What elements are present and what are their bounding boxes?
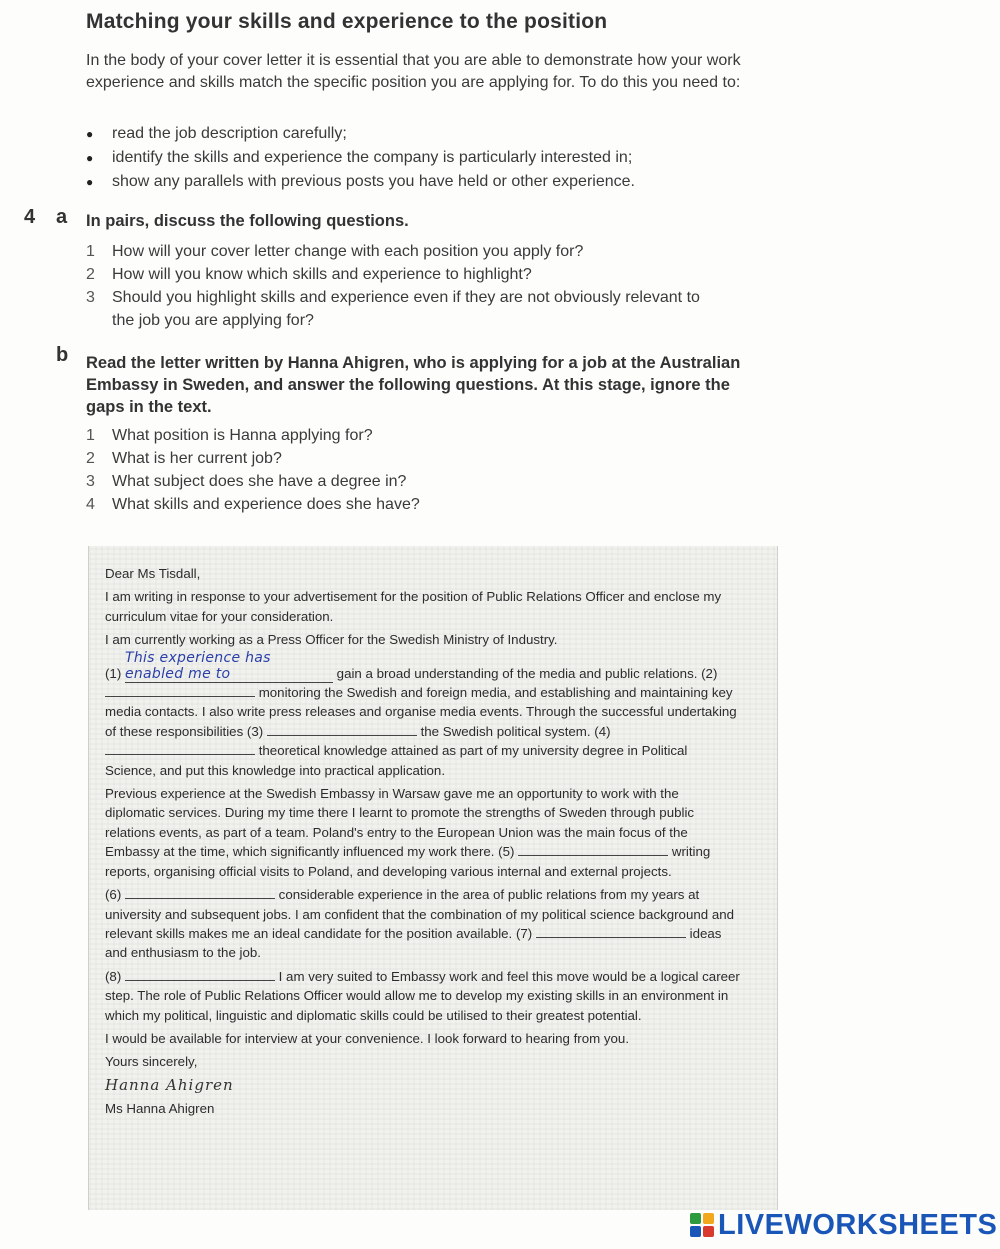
part-a-instruction: In pairs, discuss the following questions. <box>86 212 409 230</box>
letter-text: writing reports, organising official visits to Poland, and developing various internal and external projects. <box>105 844 711 879</box>
question-item <box>86 424 686 447</box>
gap-label: (6) <box>105 887 122 903</box>
tip-item: ● read the job description carefully; <box>86 122 766 146</box>
question-number: 2 <box>86 450 95 467</box>
letter-sender-name: Ms Hanna Ahigren <box>105 1101 215 1117</box>
gap-label: (3) <box>246 723 264 739</box>
letter-paragraph <box>105 885 741 963</box>
tips-list <box>86 122 766 194</box>
question-number: 4 <box>86 496 95 513</box>
question-number: 1 <box>86 243 95 260</box>
gap-7-input[interactable] <box>536 925 686 938</box>
question-item <box>86 447 686 470</box>
letter-text: gain a broad understanding of the media and public relations. <box>336 665 698 681</box>
logo-text: LIVEWORKSHEETS <box>718 1208 998 1241</box>
letter-text: considerable experience in the area of public relations from my years at university and subsequent jobs. I am confident that the combination of my political science background and relevant skills makes me an ideal candidate for the position available. <box>105 887 735 941</box>
gap-label: (4) <box>594 723 611 739</box>
part-b-instruction: Read the letter written by Hanna Ahigren, who is applying for a job at the Australian Embassy in Sweden, and answer the following questions. At this stage, ignore the gaps in the text. <box>86 354 741 416</box>
letter-paragraph: I would be available for interview at your convenience. I look forward to hearing from you. <box>105 1030 630 1046</box>
gap-label: (1) <box>105 665 122 681</box>
part-a-letter: a <box>56 206 68 228</box>
gap-1-answer[interactable]: This experience has enabled me to <box>125 650 333 683</box>
logo-grid-icon <box>690 1213 714 1237</box>
letter-text: monitoring the Swedish and foreign media, and establishing and maintaining key media contacts. I also write press releases and organise media events. Through the successful undertaking of these responsibilities <box>105 685 737 739</box>
letter-text: I am currently working as a Press Officer for the Swedish Ministry of Industry. <box>105 632 558 648</box>
letter-text: ideas and enthusiasm to the job. <box>105 925 722 961</box>
question-item <box>86 493 686 516</box>
question-number: 2 <box>86 266 95 283</box>
part-a-questions <box>86 240 716 332</box>
question-item <box>86 240 716 263</box>
question-text: How will your cover letter change with each position you apply for? <box>112 243 584 260</box>
cover-letter <box>88 546 778 1210</box>
question-text: Should you highlight skills and experience even if they are not obviously relevant to the job you are applying for? <box>112 289 700 329</box>
question-item <box>86 470 686 493</box>
gap-label: (2) <box>701 665 718 681</box>
section-heading: Matching your skills and experience to the position <box>86 10 608 33</box>
gap-3-input[interactable] <box>267 723 417 736</box>
gap-label: (7) <box>515 925 533 941</box>
gap-label: (5) <box>498 844 515 860</box>
handwritten-signature: Hanna Ahigren <box>105 1075 234 1094</box>
question-number: 3 <box>86 289 95 306</box>
gap-5-input[interactable] <box>518 843 668 856</box>
gap-6-input[interactable] <box>125 886 275 899</box>
question-text: What is her current job? <box>112 450 282 467</box>
letter-text: theoretical knowledge attained as part of my university degree in Political Science, and put this knowledge into practical application. <box>105 743 688 778</box>
question-item <box>86 286 716 332</box>
tip-item: ● show any parallels with previous posts you have held or other experience. <box>86 170 766 194</box>
letter-paragraph <box>105 630 741 780</box>
intro-paragraph: In the body of your cover letter it is essential that you are able to demonstrate how your work experience and skills match the specific position you are applying for. To do this you need to: <box>86 52 741 91</box>
part-b-questions <box>86 424 686 516</box>
question-number: 3 <box>86 473 95 490</box>
question-text: How will you know which skills and experience to highlight? <box>112 266 532 283</box>
gap-8-input[interactable] <box>125 968 275 981</box>
letter-text: I am very suited to Embassy work and feel this move would be a logical career step. The role of Public Relations Officer would allow me to develop my existing skills in an environment in which my political, linguistic and diplomatic skills could be utilised to their greatest potential. <box>105 968 740 1023</box>
gap-label: (8) <box>105 968 122 984</box>
letter-text: the Swedish political system. <box>420 723 591 739</box>
gap-2-input[interactable] <box>105 684 255 697</box>
gap-4-input[interactable] <box>105 742 255 755</box>
letter-paragraph <box>105 967 741 1025</box>
question-number: 1 <box>86 427 95 444</box>
letter-paragraph: I am writing in response to your advertisement for the position of Public Relations Officer and enclose my curriculum vitae for your consideration. <box>105 589 722 624</box>
letter-text: Previous experience at the Swedish Embassy in Warsaw gave me an opportunity to work with the diplomatic services. During my time there I learnt to promote the strengths of Sweden through public relations events, as part of a team. Poland's entry to the European Union was the main focus of the Embassy at the time, which significantly influenced my work there. <box>105 786 695 860</box>
question-text: What skills and experience does she have? <box>112 496 420 513</box>
question-item <box>86 263 716 286</box>
question-text: What position is Hanna applying for? <box>112 427 373 444</box>
liveworksheets-logo <box>690 1208 997 1242</box>
letter-salutation: Dear Ms Tisdall, <box>105 566 201 581</box>
part-b-letter: b <box>56 344 69 366</box>
tip-item: ● identify the skills and experience the company is particularly interested in; <box>86 146 766 170</box>
letter-paragraph <box>105 784 741 881</box>
exercise-number: 4 <box>24 206 36 228</box>
question-text: What subject does she have a degree in? <box>112 473 407 490</box>
letter-closing: Yours sincerely, <box>105 1054 198 1070</box>
